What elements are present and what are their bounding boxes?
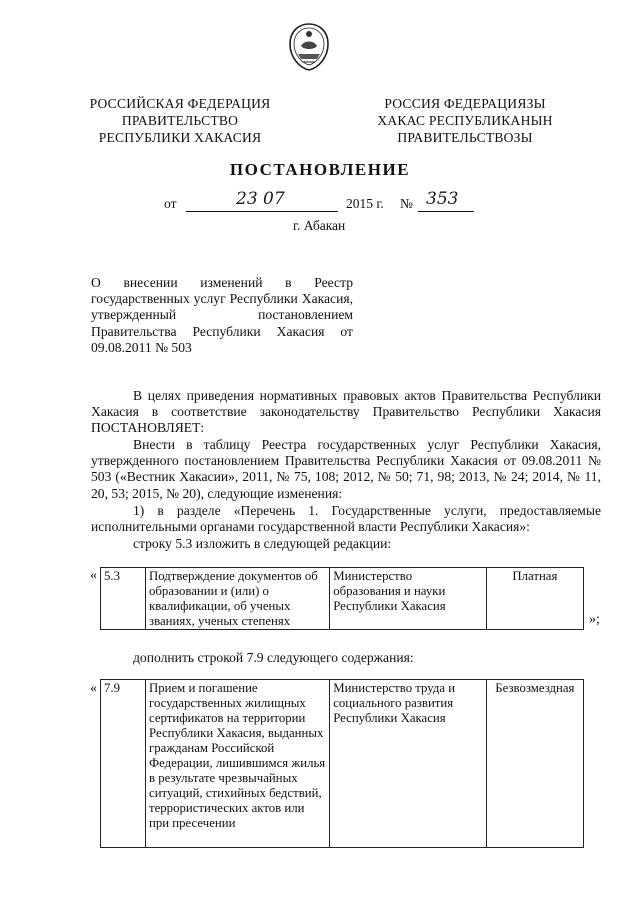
document-title: ПОСТАНОВЛЕНИЕ [229,160,411,179]
table2-service-cell: Прием и погашение государственных жилищных сертификатов на территории Республики Хакасия, выданных гражданам Российской Федерации, лишившимся жилья в результате чрезвычайных ситуаций, стихийных бедствий, террористических актов или при пресечении [146,680,330,848]
table1-number-cell: 5.3 [101,568,146,630]
date-underline [186,211,338,212]
table-row [101,568,584,630]
table2-open-quote: « [90,681,97,696]
body-paragraph-2: Внести в таблицу Реестра государственных услуг Республики Хакасия, утвержденного постановлением Правительства Республики Хакасия от 09.08.2011 № 503 («Вестник Хакасии», 2011, № 75, 108; 2012, № 50; 71, 98; 2013, № 24; 2014, № 11, 20, 53; 2015, № 20), следующие изменения: [91,437,601,501]
table1-close-quote: »; [589,612,600,627]
date-handwritten: 23 07 [236,189,285,209]
header-right-khakas [350,95,580,146]
header-right-line-3: ПРАВИТЕЛЬСТВОЗЫ [397,130,533,145]
body-paragraph-1: В целях приведения нормативных правовых актов Правительства Республики Хакасия в соответствие законодательству Правительство Республики Хакасия ПОСТАНОВЛЯЕТ: [91,388,601,436]
number-handwritten: 353 [426,189,459,209]
header-left-line-2: ПРАВИТЕЛЬСТВО [121,113,239,128]
header-left-line-1: РОССИЙСКАЯ ФЕДЕРАЦИЯ [89,96,271,111]
registry-table-row-5-3 [100,567,584,630]
body-paragraph-5: дополнить строкой 7.9 следующего содержания: [133,650,414,665]
number-label: № [400,196,413,211]
coat-of-arms-emblem [287,22,331,72]
table-row [101,680,584,848]
table2-authority-cell: Министерство труда и социального развития Республики Хакасия [330,680,487,848]
body-paragraph-4: строку 5.3 изложить в следующей редакции: [133,536,392,551]
date-number-line [164,189,524,215]
header-left-line-3: РЕСПУБЛИКИ ХАКАСИЯ [98,130,262,145]
table2-number-cell: 7.9 [101,680,146,848]
table1-fee-cell: Платная [486,568,583,630]
city-label: г. Абакан [293,218,346,233]
registry-table-row-7-9 [100,679,584,848]
table1-authority-cell: Министерство образования и науки Республики Хакасия [330,568,487,630]
header-left-russian [70,95,290,146]
number-underline [418,211,474,212]
body-paragraph-3: 1) в разделе «Перечень 1. Государственные услуги, предоставляемые исполнительными органами государственной власти Республики Хакасия»: [91,503,601,535]
header-right-line-1: РОССИЯ ФЕДЕРАЦИЯЗЫ [384,96,546,111]
table1-open-quote: « [90,568,97,583]
table1-service-cell: Подтверждение документов об образовании и (или) о квалификации, об ученых званиях, ученых степенях [146,568,330,630]
table2-fee-cell: Безвозмездная [486,680,583,848]
date-from-label: от [164,196,177,211]
header-right-line-2: ХАКАС РЕСПУБЛИКАНЫН [377,113,553,128]
subject-block: О внесении изменений в Реестр государственных услуг Республики Хакасия, утвержденный постановлением Правительства Республики Хакасия от 09.08.2011 № 503 [91,275,353,355]
year-label: 2015 г. [346,196,384,211]
